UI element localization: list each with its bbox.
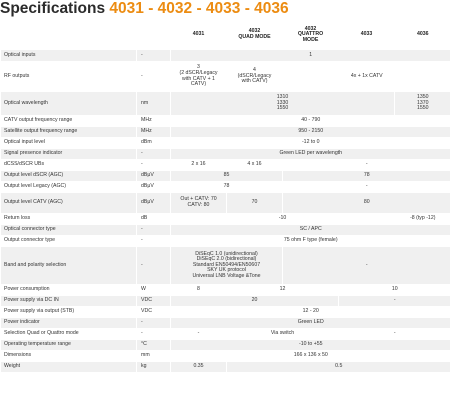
row-label: Output level dSCR (AGC) bbox=[1, 171, 137, 182]
row-unit: - bbox=[137, 50, 171, 62]
row-unit: - bbox=[137, 149, 171, 160]
row-unit: dBm bbox=[137, 138, 171, 149]
row-unit: MHz bbox=[137, 127, 171, 138]
header-row bbox=[1, 21, 450, 50]
specifications-table bbox=[0, 21, 450, 373]
page-title bbox=[0, 0, 289, 18]
value-cell: 85 bbox=[171, 171, 283, 182]
row-label: dCSS/dSCR UBs bbox=[1, 160, 137, 171]
table-row bbox=[1, 236, 450, 247]
column-header-4033: 4033 bbox=[339, 21, 395, 50]
table-row bbox=[1, 160, 450, 171]
table-row bbox=[1, 127, 450, 138]
table-row bbox=[1, 50, 450, 62]
table-row bbox=[1, 351, 450, 362]
table-row bbox=[1, 116, 450, 127]
row-unit: - bbox=[137, 225, 171, 236]
value-cell: 78 bbox=[283, 171, 450, 182]
table-row bbox=[1, 171, 450, 182]
value-cell: 20 bbox=[171, 296, 339, 307]
table-row bbox=[1, 285, 450, 296]
row-unit: dBμV bbox=[137, 182, 171, 193]
row-unit: - bbox=[137, 247, 171, 285]
row-label: Return loss bbox=[1, 214, 137, 225]
row-label: Operating temperature range bbox=[1, 340, 137, 351]
value-cell: 70 bbox=[227, 193, 283, 214]
value-cell: - bbox=[171, 329, 227, 340]
row-label: Optical input level bbox=[1, 138, 137, 149]
row-label: Band and polarity selection bbox=[1, 247, 137, 285]
row-unit: - bbox=[137, 236, 171, 247]
table-row bbox=[1, 225, 450, 236]
column-header-4032-quattro: 4032 QUATTRO MODE bbox=[283, 21, 339, 50]
value-cell: -10 to +55 bbox=[171, 340, 450, 351]
table-row bbox=[1, 318, 450, 329]
row-label: Optical connector type bbox=[1, 225, 137, 236]
value-cell: 4x + 1x CATV bbox=[283, 62, 450, 92]
value-cell: 78 bbox=[171, 182, 283, 193]
value-cell: 0.5 bbox=[227, 362, 450, 373]
row-unit: - bbox=[137, 160, 171, 171]
value-cell: Out + CATV: 70 CATV: 80 bbox=[171, 193, 227, 214]
table-row bbox=[1, 362, 450, 373]
value-cell: 1310 1330 1550 bbox=[171, 92, 395, 116]
value-cell: 75 ohm F type (female) bbox=[171, 236, 450, 247]
column-header-4036: 4036 bbox=[395, 21, 450, 50]
row-label: Dimensions bbox=[1, 351, 137, 362]
row-unit: VDC bbox=[137, 307, 171, 318]
row-label: Selection Quad or Quattro mode bbox=[1, 329, 137, 340]
value-cell: 2 x 16 bbox=[171, 160, 227, 171]
value-cell: 950 - 2150 bbox=[171, 127, 450, 138]
value-cell: 12 - 20 bbox=[171, 307, 450, 318]
value-cell: 4 x 16 bbox=[227, 160, 283, 171]
title-main: Specifications bbox=[0, 0, 106, 17]
row-label: Power supply via DC IN bbox=[1, 296, 137, 307]
value-cell: 3 (2 dSCR/Legacy with CATV + 1 CATV) bbox=[171, 62, 227, 92]
value-cell: Green LED per wavelength bbox=[171, 149, 450, 160]
row-label: Satellite output frequency range bbox=[1, 127, 137, 138]
value-cell: 1350 1370 1550 bbox=[395, 92, 450, 116]
value-cell: 12 bbox=[227, 285, 339, 296]
table-row bbox=[1, 149, 450, 160]
value-cell: 10 bbox=[339, 285, 450, 296]
row-label: Output connector type bbox=[1, 236, 137, 247]
table-row bbox=[1, 138, 450, 149]
value-cell: 0.35 bbox=[171, 362, 227, 373]
header-unit-blank bbox=[137, 21, 171, 50]
value-cell: Via switch bbox=[227, 329, 339, 340]
value-cell: 8 bbox=[171, 285, 227, 296]
value-cell: 1 bbox=[171, 50, 450, 62]
table-row bbox=[1, 92, 450, 116]
row-label: Power supply via output (STB) bbox=[1, 307, 137, 318]
row-label: Output level Legacy (AGC) bbox=[1, 182, 137, 193]
row-unit: nm bbox=[137, 92, 171, 116]
row-unit: dBμV bbox=[137, 171, 171, 182]
value-cell: - bbox=[339, 329, 450, 340]
value-cell: DiSEqC 1.0 (unidirectional) DiSEqC 2.0 (bidirectional) Standard EN50494/EN50607 SKY UK protocol Universal LNB Voltage &Tone bbox=[171, 247, 283, 285]
value-cell: - bbox=[339, 296, 450, 307]
table-row bbox=[1, 214, 450, 225]
table-row bbox=[1, 329, 450, 340]
table-row bbox=[1, 296, 450, 307]
table-row bbox=[1, 307, 450, 318]
row-label: Signal presence indicator bbox=[1, 149, 137, 160]
table-row bbox=[1, 62, 450, 92]
row-unit: VDC bbox=[137, 296, 171, 307]
title-models: 4031 - 4032 - 4033 - 4036 bbox=[109, 0, 289, 17]
value-cell: -10 bbox=[171, 214, 395, 225]
row-label: Power indicator bbox=[1, 318, 137, 329]
row-label: Power consumption bbox=[1, 285, 137, 296]
value-cell: - bbox=[283, 182, 450, 193]
row-label: Optical inputs bbox=[1, 50, 137, 62]
value-cell: 4 (dSCR/Legacy with CATV) bbox=[227, 62, 283, 92]
row-label: Optical wavelength bbox=[1, 92, 137, 116]
value-cell: SC / APC bbox=[171, 225, 450, 236]
table-row bbox=[1, 340, 450, 351]
table-row bbox=[1, 182, 450, 193]
column-header-4032-quad: 4032 QUAD MODE bbox=[227, 21, 283, 50]
row-unit: °C bbox=[137, 340, 171, 351]
value-cell: 80 bbox=[283, 193, 450, 214]
row-unit: dB bbox=[137, 214, 171, 225]
value-cell: - bbox=[283, 160, 450, 171]
row-unit: kg bbox=[137, 362, 171, 373]
row-label: CATV output frequency range bbox=[1, 116, 137, 127]
value-cell: -12 to 0 bbox=[171, 138, 450, 149]
row-unit: - bbox=[137, 329, 171, 340]
row-unit: W bbox=[137, 285, 171, 296]
value-cell: - bbox=[283, 247, 450, 285]
value-cell: Green LED bbox=[171, 318, 450, 329]
value-cell: 40 - 790 bbox=[171, 116, 450, 127]
row-unit: MHz bbox=[137, 116, 171, 127]
value-cell: 166 x 136 x 50 bbox=[171, 351, 450, 362]
row-label: Output level CATV (AGC) bbox=[1, 193, 137, 214]
column-header-4031: 4031 bbox=[171, 21, 227, 50]
row-unit: mm bbox=[137, 351, 171, 362]
row-unit: - bbox=[137, 318, 171, 329]
row-unit: - bbox=[137, 62, 171, 92]
row-unit: dBμV bbox=[137, 193, 171, 214]
value-cell: -8 (typ -12) bbox=[395, 214, 450, 225]
table-row bbox=[1, 247, 450, 285]
row-label: RF outputs bbox=[1, 62, 137, 92]
table-row bbox=[1, 193, 450, 214]
header-label-blank bbox=[1, 21, 137, 50]
row-label: Weight bbox=[1, 362, 137, 373]
